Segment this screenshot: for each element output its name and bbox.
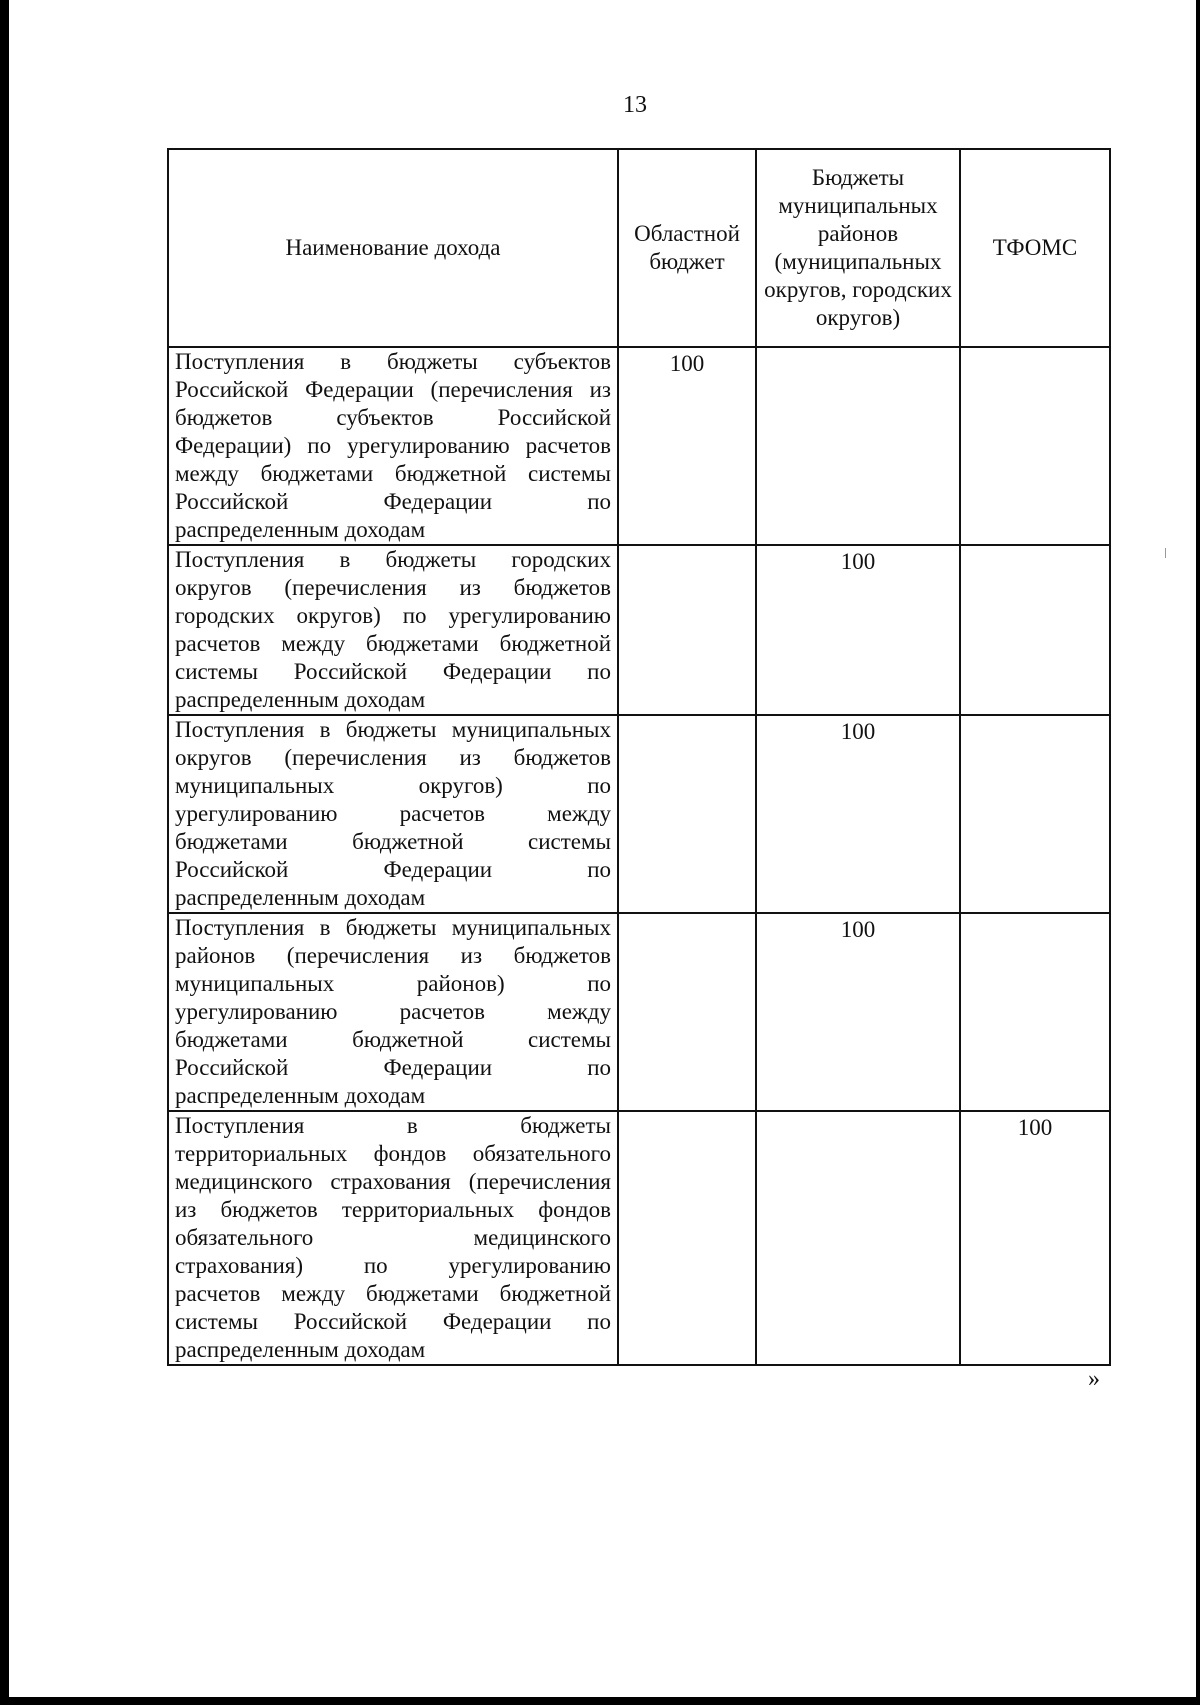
income-name-line: Поступления в бюджеты муниципальных xyxy=(175,717,611,742)
income-name-line: Поступления в бюджеты муниципальных xyxy=(175,915,611,940)
scan-border-right xyxy=(1196,0,1200,1705)
income-name-line: городских округов) по урегулированию xyxy=(175,603,611,628)
table-row xyxy=(168,347,1110,545)
income-name-line: урегулированию расчетов между xyxy=(175,801,611,826)
income-name-line: Российской Федерации по xyxy=(175,1055,611,1080)
closing-quote: » xyxy=(1088,1366,1100,1392)
income-name-cell xyxy=(168,715,618,913)
income-name-line: округов (перечисления из бюджетов xyxy=(175,745,611,770)
table-row xyxy=(168,1111,1110,1365)
scan-border-left xyxy=(0,0,9,1705)
income-name-line: страхования) по урегулированию xyxy=(175,1253,611,1278)
tfoms-cell xyxy=(960,715,1110,913)
income-name-line: расчетов между бюджетами бюджетной xyxy=(175,631,611,656)
income-name-line: распределенным доходам xyxy=(175,1337,426,1362)
income-name-line: распределенным доходам xyxy=(175,517,426,542)
table-header-row xyxy=(168,149,1110,347)
municipal-budget-cell xyxy=(756,347,960,545)
tfoms-cell: 100 xyxy=(960,1111,1110,1365)
tfoms-cell xyxy=(960,347,1110,545)
income-name-line: Российской Федерации по xyxy=(175,857,611,882)
income-name-line: системы Российской Федерации по xyxy=(175,1309,611,1334)
income-name-line: округов (перечисления из бюджетов xyxy=(175,575,611,600)
income-name-line: территориальных фондов обязательного xyxy=(175,1141,611,1166)
tfoms-cell xyxy=(960,913,1110,1111)
scan-mark xyxy=(1165,548,1166,558)
income-name-line: бюджетов субъектов Российской xyxy=(175,405,611,430)
page-number: 13 xyxy=(623,92,647,118)
income-name-line: между бюджетами бюджетной системы xyxy=(175,461,611,486)
oblast-budget-cell: 100 xyxy=(618,347,756,545)
table-row xyxy=(168,913,1110,1111)
oblast-budget-cell xyxy=(618,715,756,913)
income-name-line: муниципальных районов) по xyxy=(175,971,611,996)
income-name-line: Российской Федерации (перечисления из xyxy=(175,377,611,402)
income-name-line: распределенным доходам xyxy=(175,1083,426,1108)
income-name-line: распределенным доходам xyxy=(175,687,426,712)
income-name-line: Поступления в бюджеты субъектов xyxy=(175,349,611,374)
income-name-line: урегулированию расчетов между xyxy=(175,999,611,1024)
income-name-line: бюджетами бюджетной системы xyxy=(175,829,611,854)
revenue-distribution-table xyxy=(167,148,1111,1366)
municipal-budget-cell: 100 xyxy=(756,913,960,1111)
income-name-line: из бюджетов территориальных фондов xyxy=(175,1197,611,1222)
municipal-budget-cell: 100 xyxy=(756,545,960,715)
income-name-line: муниципальных округов) по xyxy=(175,773,611,798)
income-name-line: системы Российской Федерации по xyxy=(175,659,611,684)
municipal-budget-cell: 100 xyxy=(756,715,960,913)
header-municipal-budgets: Бюджеты муниципальных районов (муниципальных округов, городских округов) xyxy=(756,149,960,347)
income-name-line: расчетов между бюджетами бюджетной xyxy=(175,1281,611,1306)
header-tfoms: ТФОМС xyxy=(960,149,1110,347)
income-name-cell xyxy=(168,347,618,545)
table-row xyxy=(168,545,1110,715)
tfoms-cell xyxy=(960,545,1110,715)
oblast-budget-cell xyxy=(618,1111,756,1365)
income-name-line: медицинского страхования (перечисления xyxy=(175,1169,611,1194)
oblast-budget-cell xyxy=(618,545,756,715)
income-name-line: районов (перечисления из бюджетов xyxy=(175,943,611,968)
header-oblast-budget: Областной бюджет xyxy=(618,149,756,347)
income-name-line: бюджетами бюджетной системы xyxy=(175,1027,611,1052)
income-name-cell xyxy=(168,1111,618,1365)
income-name-line: распределенным доходам xyxy=(175,885,426,910)
header-income-name: Наименование дохода xyxy=(168,149,618,347)
income-name-line: Поступления в бюджеты xyxy=(175,1113,611,1138)
table-row xyxy=(168,715,1110,913)
income-name-line: Федерации) по урегулированию расчетов xyxy=(175,433,611,458)
oblast-budget-cell xyxy=(618,913,756,1111)
income-name-cell xyxy=(168,545,618,715)
income-name-cell xyxy=(168,913,618,1111)
income-name-line: обязательного медицинского xyxy=(175,1225,611,1250)
municipal-budget-cell xyxy=(756,1111,960,1365)
income-name-line: Российской Федерации по xyxy=(175,489,611,514)
scan-border-bottom xyxy=(0,1697,1200,1705)
income-name-line: Поступления в бюджеты городских xyxy=(175,547,611,572)
